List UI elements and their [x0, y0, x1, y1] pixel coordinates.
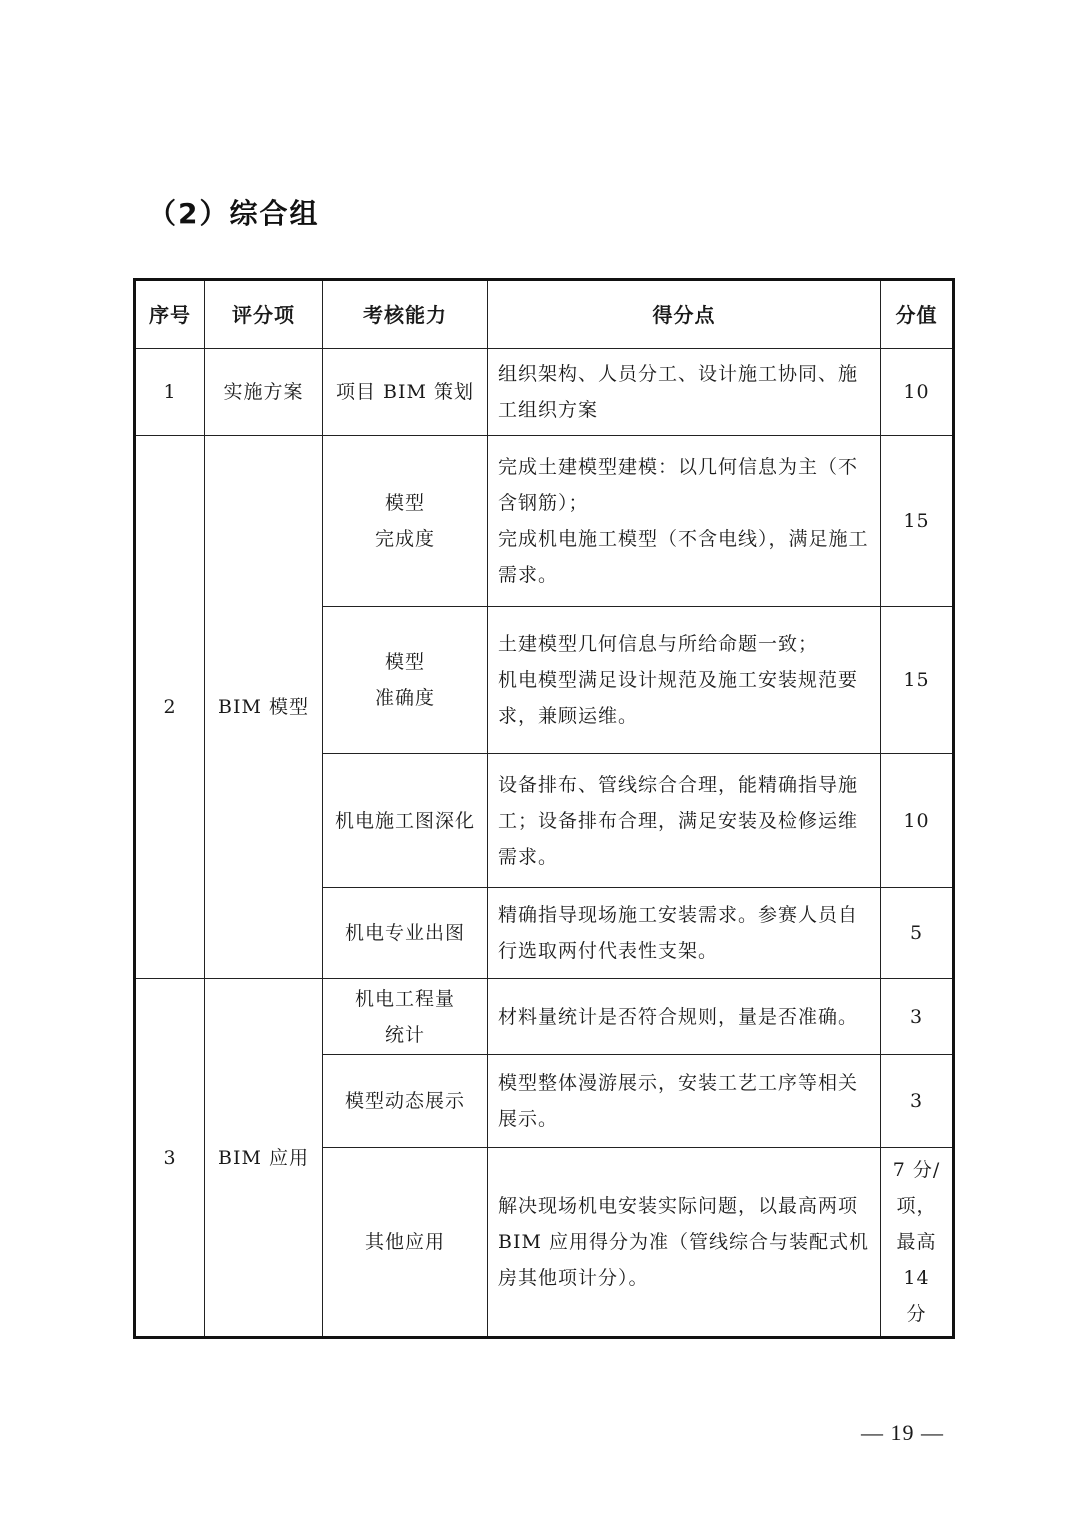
row-score: 15: [881, 436, 954, 607]
header-no: 序号: [135, 280, 205, 349]
scoring-table: [133, 278, 955, 1339]
table-row: [135, 349, 954, 436]
table-header-row: [135, 280, 954, 349]
row-no: 3: [135, 979, 205, 1338]
row-score: 15: [881, 607, 954, 754]
row-ability: 机电专业出图: [323, 888, 488, 979]
row-item: BIM 模型: [205, 436, 323, 979]
row-score: 10: [881, 754, 954, 888]
section-title: （2）综合组: [148, 197, 320, 230]
row-criteria: 完成土建模型建模：以几何信息为主（不含钢筋）； 完成机电施工模型（不含电线），满足施工需求。: [488, 436, 881, 607]
row-ability: 模型 完成度: [323, 436, 488, 607]
row-score: 3: [881, 979, 954, 1055]
table-row: [135, 979, 954, 1055]
row-criteria: 土建模型几何信息与所给命题一致； 机电模型满足设计规范及施工安装规范要求，兼顾运维。: [488, 607, 881, 754]
page-number: — 19 —: [861, 1420, 944, 1445]
row-ability: 机电工程量统计: [323, 979, 488, 1055]
row-criteria: 解决现场机电安装实际问题，以最高两项 BIM 应用得分为准（管线综合与装配式机房其他项计分）。: [488, 1148, 881, 1338]
row-criteria: 组织架构、人员分工、设计施工协同、施工组织方案: [488, 349, 881, 436]
row-criteria: 设备排布、管线综合合理，能精确指导施工；设备排布合理，满足安装及检修运维需求。: [488, 754, 881, 888]
row-no: 2: [135, 436, 205, 979]
row-score: 7 分/项，最高 14 分: [881, 1148, 954, 1338]
row-criteria: 模型整体漫游展示，安装工艺工序等相关展示。: [488, 1055, 881, 1148]
row-ability: 机电施工图深化: [323, 754, 488, 888]
header-score: 分值: [881, 280, 954, 349]
row-ability: 项目 BIM 策划: [323, 349, 488, 436]
table-row: [135, 436, 954, 607]
row-score: 5: [881, 888, 954, 979]
row-criteria: 精确指导现场施工安装需求。参赛人员自行选取两付代表性支架。: [488, 888, 881, 979]
row-item: BIM 应用: [205, 979, 323, 1338]
header-criteria: 得分点: [488, 280, 881, 349]
row-no: 1: [135, 349, 205, 436]
row-score: 10: [881, 349, 954, 436]
row-ability: 其他应用: [323, 1148, 488, 1338]
header-item: 评分项: [205, 280, 323, 349]
header-ability: 考核能力: [323, 280, 488, 349]
row-score: 3: [881, 1055, 954, 1148]
row-item: 实施方案: [205, 349, 323, 436]
row-criteria: 材料量统计是否符合规则，量是否准确。: [488, 979, 881, 1055]
row-ability: 模型 准确度: [323, 607, 488, 754]
row-ability: 模型动态展示: [323, 1055, 488, 1148]
